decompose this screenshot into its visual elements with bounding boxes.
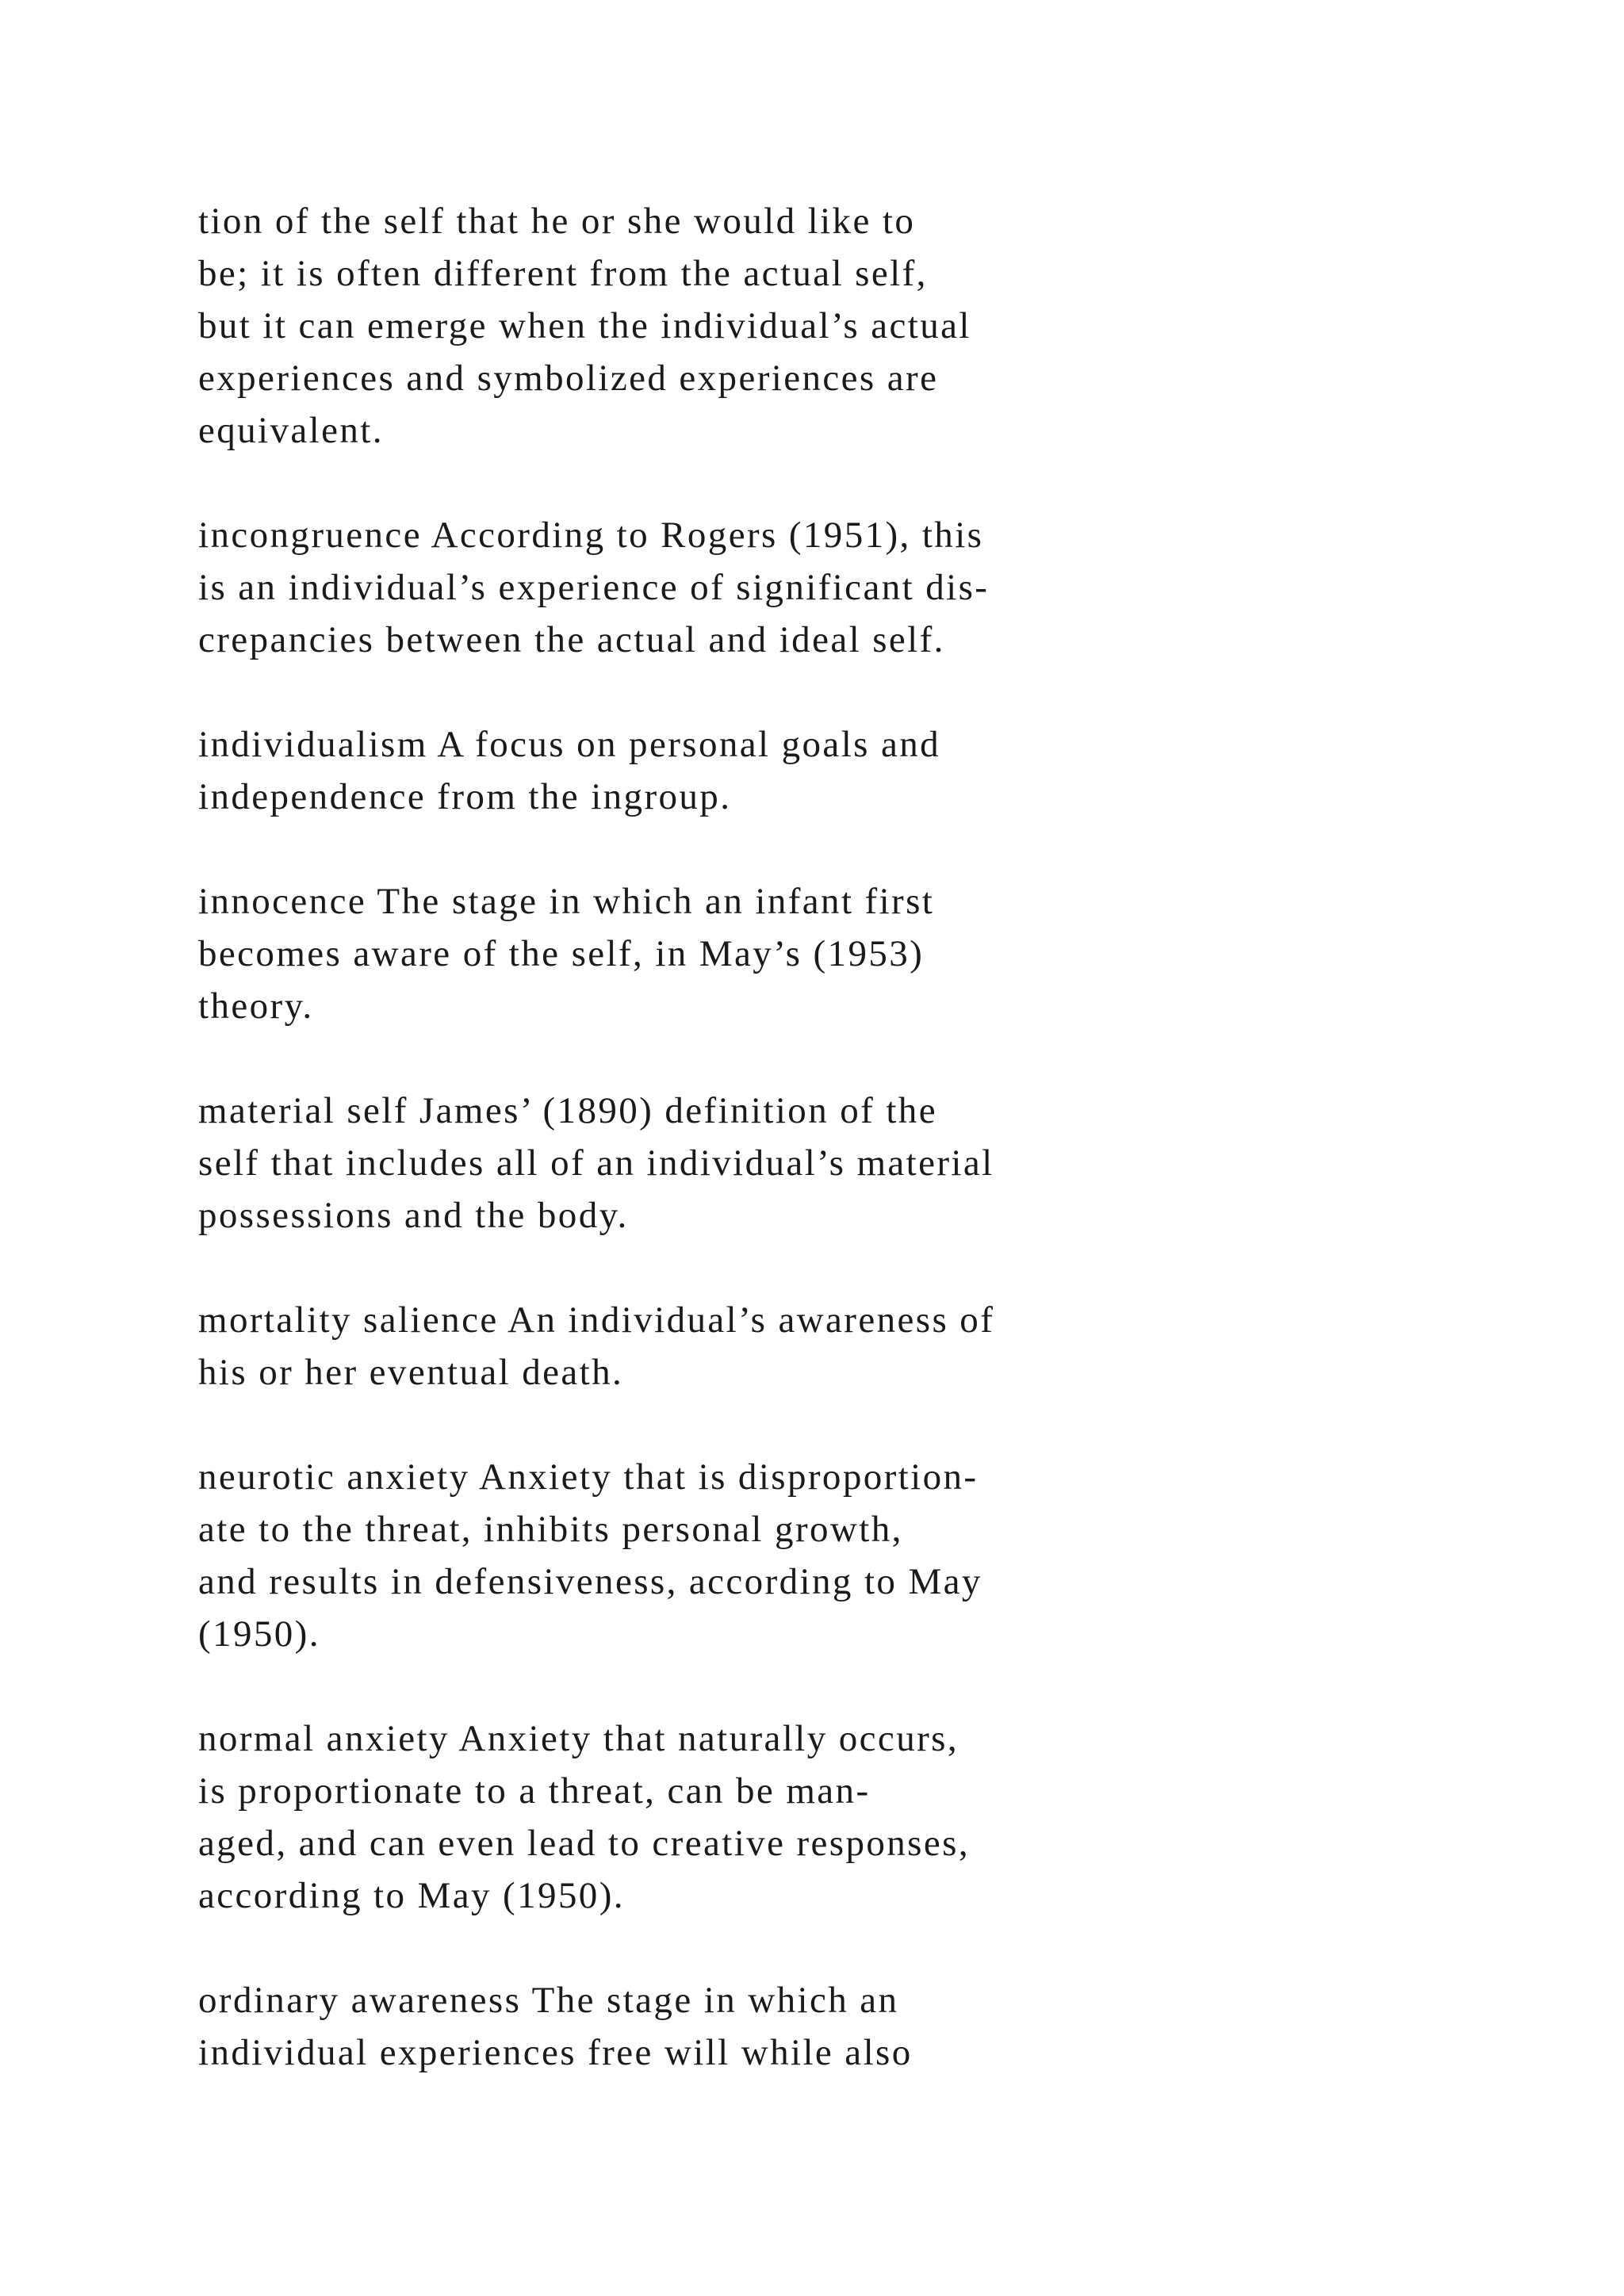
text-line: normal anxiety Anxiety that naturally occurs, bbox=[198, 1718, 959, 1759]
text-line: and results in defensiveness, according to May bbox=[198, 1561, 982, 1602]
text-line: individual experiences free will while also bbox=[198, 2032, 913, 2073]
text-line: according to May (1950). bbox=[198, 1875, 625, 1916]
text-line: mortality salience An individual’s awareness of bbox=[198, 1299, 995, 1341]
glossary-entry-mortality-salience bbox=[198, 1294, 1388, 1399]
glossary-entry-innocence bbox=[198, 875, 1388, 1032]
text-line: possessions and the body. bbox=[198, 1195, 629, 1236]
glossary-entry-incongruence bbox=[198, 509, 1388, 666]
text-line: is an individual’s experience of significant dis- bbox=[198, 567, 990, 608]
text-line: experiences and symbolized experiences are bbox=[198, 358, 939, 399]
text-line: (1950). bbox=[198, 1613, 320, 1655]
text-line: incongruence According to Rogers (1951), this bbox=[198, 515, 984, 556]
text-line: ordinary awareness The stage in which an bbox=[198, 1980, 899, 2021]
text-line: ate to the threat, inhibits personal growth, bbox=[198, 1509, 903, 1550]
text-line: be; it is often different from the actual self, bbox=[198, 253, 928, 294]
text-line: aged, and can even lead to creative responses, bbox=[198, 1823, 970, 1864]
text-line: equivalent. bbox=[198, 410, 384, 451]
glossary-entry-material-self bbox=[198, 1085, 1388, 1242]
text-line: independence from the ingroup. bbox=[198, 776, 732, 817]
text-line: tion of the self that he or she would like to bbox=[198, 201, 916, 242]
text-line: theory. bbox=[198, 985, 314, 1027]
text-line: material self James’ (1890) definition of the bbox=[198, 1090, 937, 1131]
glossary-entry-ordinary-awareness bbox=[198, 1974, 1388, 2079]
glossary-text bbox=[198, 195, 1388, 2131]
text-line: but it can emerge when the individual’s actual bbox=[198, 305, 971, 346]
glossary-entry-individualism bbox=[198, 718, 1388, 823]
text-line: individualism A focus on personal goals and bbox=[198, 724, 941, 765]
glossary-entry-neurotic-anxiety bbox=[198, 1451, 1388, 1660]
text-line: self that includes all of an individual’s material bbox=[198, 1142, 994, 1184]
text-line: his or her eventual death. bbox=[198, 1352, 624, 1393]
glossary-entry-ideal-self-continuation bbox=[198, 195, 1388, 457]
text-line: innocence The stage in which an infant first bbox=[198, 881, 935, 922]
glossary-entry-normal-anxiety bbox=[198, 1712, 1388, 1922]
text-line: becomes aware of the self, in May’s (1953) bbox=[198, 933, 925, 974]
text-line: crepancies between the actual and ideal self. bbox=[198, 619, 945, 660]
text-line: is proportionate to a threat, can be man- bbox=[198, 1770, 871, 1812]
text-line: neurotic anxiety Anxiety that is disproportion- bbox=[198, 1456, 979, 1498]
